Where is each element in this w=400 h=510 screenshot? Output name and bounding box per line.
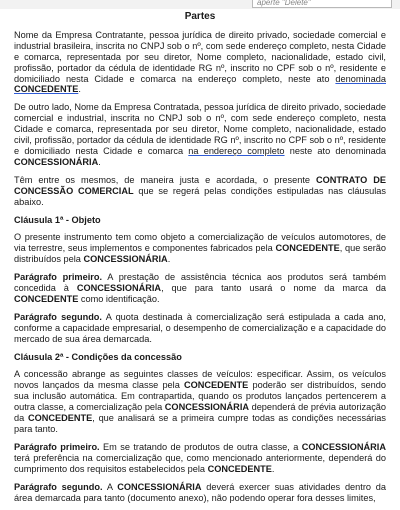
paragraph-text: A concessão abrange as seguintes classes de veículos: especificar. Assim, os veículos novos lançados da mesma classe pela xyxy=(14,369,386,391)
paragraph-end: . xyxy=(98,156,101,167)
top-toolbar xyxy=(0,0,400,9)
paragraph-text: deverá exercer suas atividades dentro da área demarcada para tanto (documento anexo), não podendo operar fora desses limites, xyxy=(14,481,387,503)
paragraph-text: terá preferência na comercialização que, como mencionado anteriormente, dependerá do cumprimento dos requisitos estabelecidos pela xyxy=(14,452,386,474)
term-concedente: CONCEDENTE xyxy=(14,293,79,304)
term-concessionaria: CONCESSIONÁRIA xyxy=(76,283,162,294)
object-paragraph xyxy=(14,232,386,265)
paragraph-text: como identificação. xyxy=(78,293,160,304)
paragraph-text: , que analisará se a primeira cumpre todas as condições necessárias para tanto. xyxy=(14,413,386,434)
term-concessionaria: CONCESSIONÁRIA xyxy=(117,481,202,492)
underlined-text: na endereço completo xyxy=(188,145,285,156)
clause-2-heading: Cláusula 2ª - Condições da concessão xyxy=(14,351,182,362)
concession-paragraph xyxy=(14,369,386,434)
term-concedente: CONCEDENTE xyxy=(207,463,272,474)
term-concedente: CONCEDENTE xyxy=(183,380,249,391)
paragraph-text: De outro lado, Nome da Empresa Contratada, pessoa jurídica de direito privado, sociedade comercial e industrial, inscrita no CNPJ sob o nº, com sede endereço completo, nesta Cidade e comarca, representada por seu diretor, Nome completo, nacionalidade, estado civil, profissão, portador da cédula de identidade RG nº, inscrito no CPF sob o nº, residente e domiciliado nesta Cidade e comarca xyxy=(14,102,386,156)
document-title: Partes xyxy=(184,11,216,22)
clause-1-paragraph-2 xyxy=(14,312,386,345)
paragraph-end: . xyxy=(271,463,275,474)
term-contrato: CONTRATO DE CONCESSÃO COMERCIAL xyxy=(14,174,386,196)
term-concessionaria: CONCESSIONÁRIA xyxy=(83,254,168,265)
delete-hint: aperte "Delete" xyxy=(252,0,392,8)
paragraph-text: A xyxy=(102,481,118,492)
paragraph-lead: Parágrafo segundo. xyxy=(14,311,102,322)
paragraph-text: A quota destinada à comercialização será estipulada a cada ano, conforme a capacidade empresarial, o desempenho de comercialização e a capacidade do mercado de sua área demarcada. xyxy=(14,311,386,344)
clause-1-heading: Cláusula 1ª - Objeto xyxy=(14,214,101,225)
paragraph-text: O presente instrumento tem como objeto a comercialização de veículos automotores, de via terrestre, seus implementos e componentes fabricados pela xyxy=(14,232,386,254)
paragraph-text: Têm entre os mesmos, de maneira justa e acordada, o presente xyxy=(14,174,317,185)
paragraph-text: poderão ser distribuídos, sendo sua inclusão automática. Em contrapartida, quando os produtos lançados pertencerem a outra classe, a comercialização pela xyxy=(14,380,386,413)
term-concedente: CONCEDENTE xyxy=(27,413,93,424)
paragraph-text: Em se tratando de produtos de outra classe, a xyxy=(99,441,302,452)
paragraph-end: . xyxy=(78,84,81,95)
clause-1-paragraph-1 xyxy=(14,272,386,305)
party-contratada-paragraph xyxy=(14,102,386,167)
clause-2-paragraph-2 xyxy=(14,482,386,504)
paragraph-end: . xyxy=(167,254,171,265)
paragraph-text: dependerá de prévia autorização da xyxy=(14,402,387,424)
term-concedente: CONCEDENTE xyxy=(275,243,340,254)
paragraph-text: A prestação de assistência técnica aos produtos será também concedida à xyxy=(14,272,386,294)
agreement-paragraph xyxy=(14,175,386,208)
term-concessionaria: CONCESSIONÁRIA xyxy=(14,156,99,167)
paragraph-text: , que serão distribuídos pela xyxy=(14,243,386,265)
term-concessionaria: CONCESSIONÁRIA xyxy=(301,441,386,452)
clause-2-paragraph-1 xyxy=(14,442,386,475)
underlined-text: denominada xyxy=(335,73,386,84)
paragraph-text: , que para tanto usará o nome da marca da xyxy=(161,283,386,294)
party-contratante-paragraph xyxy=(14,30,386,95)
document-page xyxy=(14,12,386,510)
paragraph-lead: Parágrafo segundo. xyxy=(14,481,103,492)
term-concedente: CONCEDENTE xyxy=(14,84,79,95)
paragraph-lead: Parágrafo primeiro. xyxy=(14,272,102,283)
term-concessionaria: CONCESSIONÁRIA xyxy=(164,402,250,413)
paragraph-lead: Parágrafo primeiro. xyxy=(14,441,100,452)
paragraph-text: Nome da Empresa Contratante, pessoa jurídica de direito privado, sociedade comercial e industrial brasileira, inscrita no CNPJ sob o nº, com sede endereço completo, nesta Cidade e comarca, representada por seu diretor, Nome completo, nacionalidade, estado civil, profissão, portador da cédula de identidade RG nº, inscrito no CPF sob o nº, residente e domiciliado nesta Cidade e comarca na endereço completo, neste ato xyxy=(14,29,386,84)
paragraph-text: que se regerá pelas condições estipuladas nas cláusulas abaixo. xyxy=(14,185,386,207)
paragraph-text: neste ato denominada xyxy=(284,145,386,156)
